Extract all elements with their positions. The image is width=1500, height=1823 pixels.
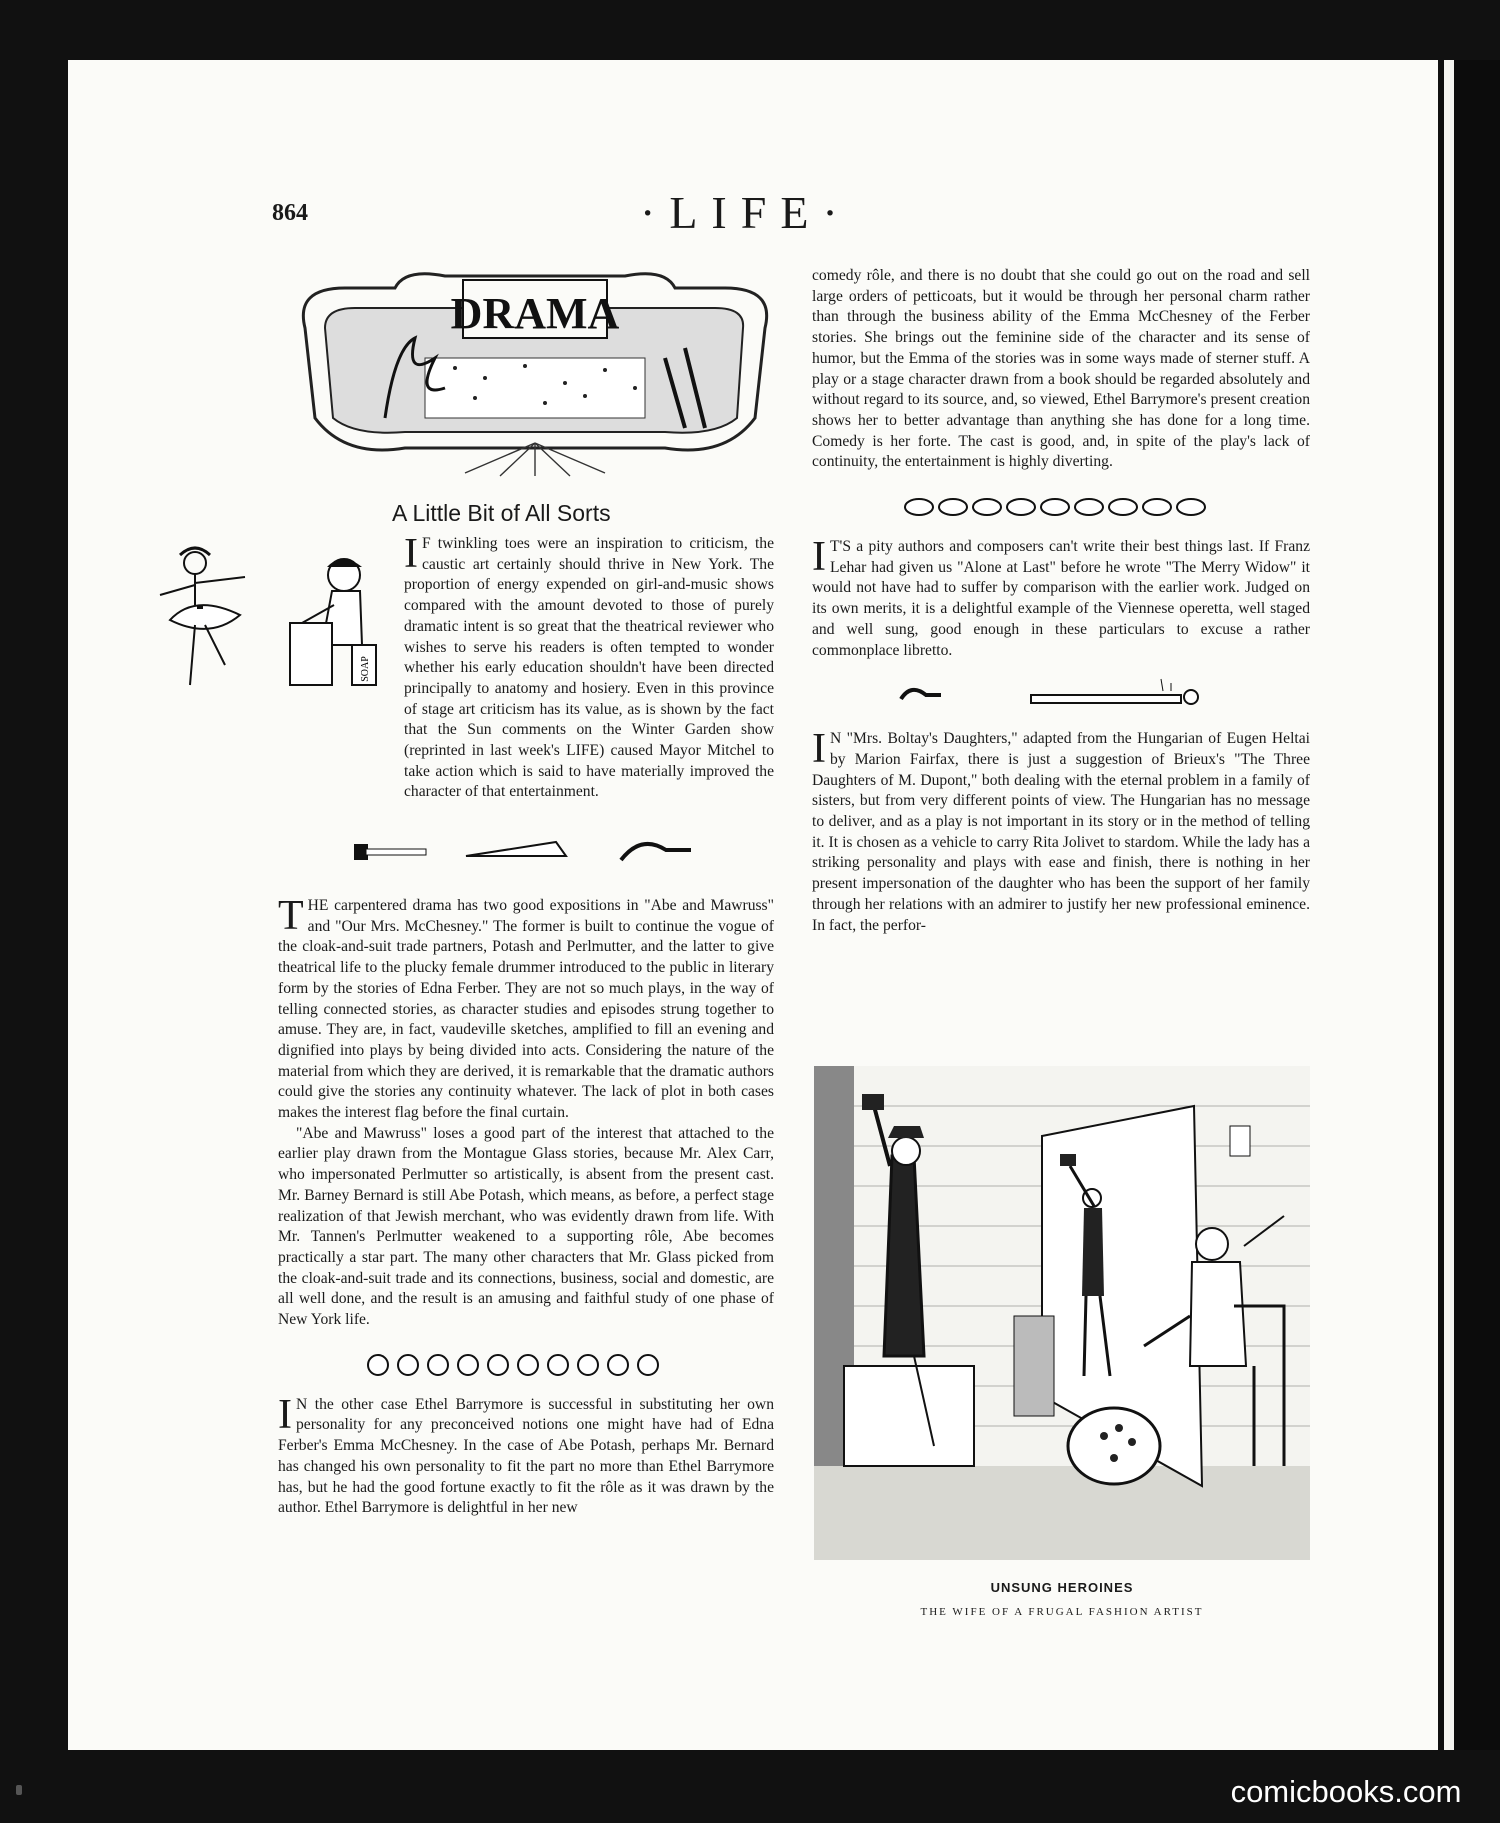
paragraph-franz-lehar: T'S a pity authors and composers can't write their best things last. If Franz Lehar had given us "Alone at Last" before he wrote "The Merry Widow" it would not have had to suffer by comparison with the earlier work. Judged on its own merits, it is a delightful example of the Viennese operetta, well staged and well sung, good enough in these particulars to excuse a rather commonplace libretto. — [812, 538, 1310, 659]
scan-speck — [16, 1785, 22, 1795]
drop-cap: I — [812, 534, 826, 581]
figures-ornament — [881, 673, 1241, 713]
tools-ornament — [346, 832, 706, 872]
paragraph-comedy-role: comedy rôle, and there is no doubt that she could go out on the road and sell large orders of petticoats, but it would be through her personal charm rather than through the business ability of the Emma McChesney of the Ferber stories. She brings out the feminine side of the character and its sense of humor, but the Emma of the stories was in some ways made of sterner stuff. A play or a stage character drawn from a book should be regarded absolutely and without regard to its source, and, so viewed, Ethel Barrymore's present creation shows her to better advantage than anything she has done for a long time. Comedy is her forte. The cast is good, and, in spite of the play's lack of continuity, the entertainment is highly diverting. — [812, 267, 1310, 471]
paragraph-abe-and-mawruss: "Abe and Mawruss" loses a good part of the interest that attached to the earlier play drawn from the Montague Glass stories, because Mr. Alex Carr, who impersonated Perlmutter so artistically, is absent from the present cast. Mr. Barney Bernard is still Abe Potash, which means, as before, a perfect stage realization of that Jewish merchant, who was evidently drawn from life. With Mr. Tannen's Perlmutter weakened to a supporting rôle, Abe becomes practically a star part. The many other characters that Mr. Glass picked from the cloak-and-suit trade and its connections, business, social and domestic, are all well done, and the result is an amusing and faithful study of one phase of New York life. — [278, 1124, 774, 1329]
drop-cap: T — [278, 893, 304, 939]
article-subhead: A Little Bit of All Sorts — [392, 500, 611, 526]
drop-cap: I — [278, 1391, 292, 1438]
paragraph-mrs-boltay: N "Mrs. Boltay's Daughters," adapted from the Hungarian of Eugen Heltai by Marion Fairfax, there is just a suggestion of Brieux's "The Three Daughters of M. Dupont," both dealing with the eternal problem in a family of sisters, but from very different points of view. The Hungarian has no message to deliver, and as a play is not important in its story or in the method of telling it. It is chosen as a vehicle to carry Rita Jolivet to stardom. While the lady has a striking personality and plays with ease and finish, there is nothing in her present impersonation of the daughter who has been the support of her family through her relations with an admirer to justify her new professional eminence. In fact, the perfor- — [812, 730, 1310, 934]
hats-ornament — [901, 487, 1221, 523]
soap-sign: SOAP — [360, 656, 371, 682]
right-column — [812, 266, 1310, 936]
drama-banner-illustration — [285, 268, 785, 478]
drop-cap: I — [812, 726, 826, 773]
paragraph-twinkling-toes: F twinkling toes were an inspiration to criticism, the caustic art certainly should thrive in New York. The proportion of energy expended on girl-and-music shows compared with the amount devoted to those of purely dramatic intent is so great that the theatrical reviewer who wishes to serve his readers is often tempted to wonder whether his early education shouldn't have been directed principally to anatomy and hosiery. Even in this province of stage art criticism has its value, as is shown by the fact that the Sun comments on the Winter Garden show (reprinted in last week's LIFE) caused Mayor Mitchel to take action which is said to have materially improved the character of that entertainment. — [404, 535, 774, 801]
left-column-top — [404, 531, 774, 803]
drop-cap: I — [404, 531, 418, 577]
money-bags-ornament — [366, 1345, 686, 1381]
page-number: 864 — [272, 200, 308, 226]
dancer-illustration — [150, 545, 260, 695]
paragraph-ethel-barrymore: N the other case Ethel Barrymore is successful in substituting her own personality for any preconceived notions one might have had of Edna Ferber's Emma McChesney. In the case of Abe Potash, perhaps Mr. Bernard has changed his own personality to fit the part no more than Ethel Barrymore has, but he had the good fortune exactly to fit the rôle as it was drawn by the author. Ethel Barrymore is delightful in her new — [278, 1395, 774, 1517]
left-column-main — [278, 822, 774, 1519]
paragraph-carpentered-drama: HE carpentered drama has two good expositions in "Abe and Mawruss" and "Our Mrs. McChesney." The former is built to continue the vogue of the cloak-and-suit trade partners, Potash and Perlmutter, and the latter to give theatrical life to the plucky female drummer introduced to the public in literary form by the stories of Edna Ferber. They are not so much plays, in the way of telling connected stories, as character studies and episodes strung together to amuse. They are, in fact, vaudeville sketches, amplified to fill an evening and dignified into plays by being divided into acts. Considering the nature of the material from which they are derived, it is remarkable that the dramatic authors could give the stories any continuity whatever. The lack of plot in both cases makes the interest flag before the final curtain. — [278, 897, 774, 1122]
unsung-heroines-cartoon — [814, 1066, 1310, 1560]
banner-title: DRAMA — [450, 289, 620, 338]
cartoon-caption-title: UNSUNG HEROINES — [990, 1580, 1134, 1595]
next-page-sliver — [1444, 60, 1454, 1750]
watermark: comicbooks.com — [1220, 1767, 1472, 1817]
cartoon-caption-subtitle: THE WIFE OF A FRUGAL FASHION ARTIST — [920, 1606, 1204, 1618]
masthead: ·LIFE· — [640, 187, 852, 238]
writer-illustration — [282, 545, 392, 695]
